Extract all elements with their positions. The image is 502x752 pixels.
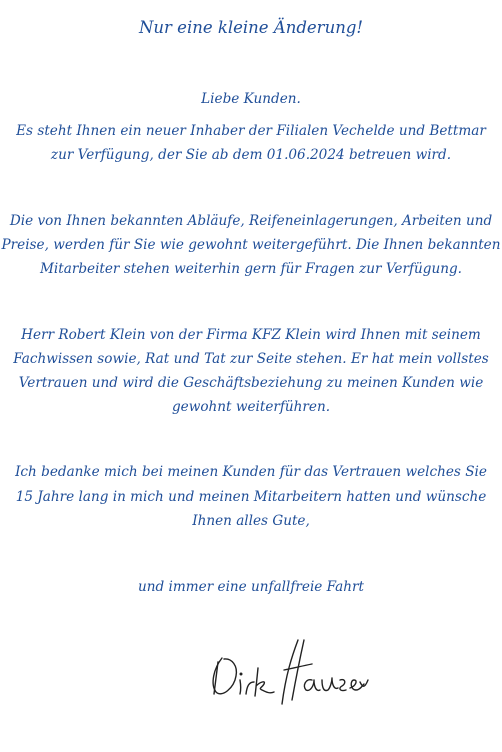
paragraph-line: Vertrauen und wird die Geschäftsbeziehung zu meinen Kunden wie <box>18 375 484 391</box>
paragraph-line: Die von Ihnen bekannten Abläufe, Reifeneinlagerungen, Arbeiten und <box>9 213 493 229</box>
closing-line: und immer eine unfallfreie Fahrt <box>138 579 364 595</box>
paragraph-line: Ich bedanke mich bei meinen Kunden für das Vertrauen welches Sie <box>15 464 487 480</box>
paragraph-line: Es steht Ihnen ein neuer Inhaber der Filialen Vechelde und Bettmar <box>16 123 486 139</box>
paragraph-line: Mitarbeiter stehen weiterhin gern für Fragen zur Verfügung. <box>40 261 462 277</box>
paragraph-line: Herr Robert Klein von der Firma KFZ Klein wird Ihnen mit seinem <box>21 327 481 343</box>
greeting: Liebe Kunden. <box>201 91 301 107</box>
paragraph-line: Ihnen alles Gute, <box>192 513 310 529</box>
handwritten-signature <box>200 628 370 708</box>
paragraph-line: gewohnt weiterführen. <box>171 399 331 415</box>
paragraph-line: Fachwissen sowie, Rat und Tat zur Seite stehen. Er hat mein vollstes <box>13 351 489 367</box>
letter-title: Nur eine kleine Änderung! <box>138 18 364 37</box>
paragraph-line: Preise, werden für Sie wie gewohnt weitergeführt. Die Ihnen bekannten <box>1 237 501 253</box>
paragraph-line: zur Verfügung, der Sie ab dem 01.06.2024 betreuen wird. <box>50 147 452 163</box>
paragraph-line: 15 Jahre lang in mich und meinen Mitarbeitern hatten und wünsche <box>15 489 487 505</box>
